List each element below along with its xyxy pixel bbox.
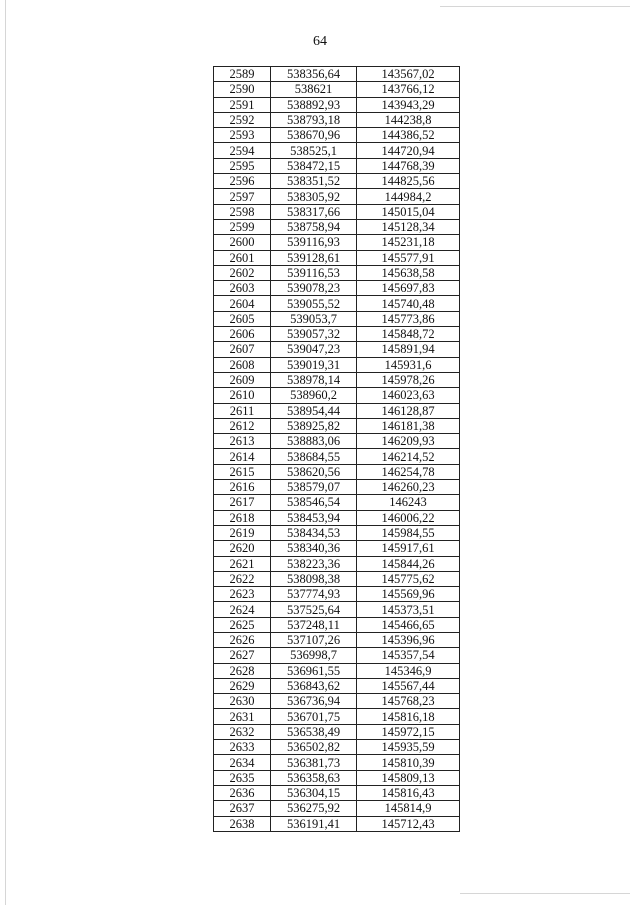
table-row (214, 648, 460, 663)
point-number-cell: 2607 (214, 342, 271, 357)
point-number-cell: 2609 (214, 372, 271, 387)
point-number-cell: 2603 (214, 281, 271, 296)
point-number-cell: 2626 (214, 632, 271, 647)
scan-edge-bottom (460, 893, 630, 894)
point-number-cell: 2602 (214, 265, 271, 280)
table-row (214, 740, 460, 755)
table-row (214, 158, 460, 173)
scan-edge-left (5, 0, 6, 905)
point-number-cell: 2593 (214, 128, 271, 143)
y-coordinate-cell: 144768,39 (357, 158, 460, 173)
table-row (214, 678, 460, 693)
x-coordinate-cell: 536701,75 (271, 709, 357, 724)
table-row (214, 327, 460, 342)
y-coordinate-cell: 143567,02 (357, 67, 460, 82)
point-number-cell: 2627 (214, 648, 271, 663)
y-coordinate-cell: 146181,38 (357, 418, 460, 433)
scan-edge-top (440, 6, 630, 7)
table-row (214, 755, 460, 770)
y-coordinate-cell: 145346,9 (357, 663, 460, 678)
y-coordinate-cell: 145567,44 (357, 678, 460, 693)
table-row (214, 709, 460, 724)
point-number-cell: 2592 (214, 112, 271, 127)
y-coordinate-cell: 145935,59 (357, 740, 460, 755)
y-coordinate-cell: 145768,23 (357, 694, 460, 709)
y-coordinate-cell: 145848,72 (357, 327, 460, 342)
table-row (214, 311, 460, 326)
x-coordinate-cell: 538472,15 (271, 158, 357, 173)
table-row (214, 556, 460, 571)
x-coordinate-cell: 538340,36 (271, 541, 357, 556)
point-number-cell: 2604 (214, 296, 271, 311)
y-coordinate-cell: 145015,04 (357, 204, 460, 219)
point-number-cell: 2635 (214, 770, 271, 785)
table-row (214, 495, 460, 510)
y-coordinate-cell: 145978,26 (357, 372, 460, 387)
table-row (214, 617, 460, 632)
x-coordinate-cell: 536538,49 (271, 724, 357, 739)
x-coordinate-cell: 539047,23 (271, 342, 357, 357)
point-number-cell: 2625 (214, 617, 271, 632)
table-row (214, 219, 460, 234)
y-coordinate-cell: 145697,83 (357, 281, 460, 296)
x-coordinate-cell: 536998,7 (271, 648, 357, 663)
table-row (214, 235, 460, 250)
x-coordinate-cell: 538883,06 (271, 434, 357, 449)
table-row (214, 525, 460, 540)
y-coordinate-cell: 144238,8 (357, 112, 460, 127)
y-coordinate-cell: 145396,96 (357, 632, 460, 647)
y-coordinate-cell: 146023,63 (357, 388, 460, 403)
table-row (214, 663, 460, 678)
point-number-cell: 2608 (214, 357, 271, 372)
x-coordinate-cell: 539055,52 (271, 296, 357, 311)
x-coordinate-cell: 538546,54 (271, 495, 357, 510)
point-number-cell: 2634 (214, 755, 271, 770)
table-row (214, 571, 460, 586)
table-row (214, 174, 460, 189)
point-number-cell: 2630 (214, 694, 271, 709)
x-coordinate-cell: 538305,92 (271, 189, 357, 204)
y-coordinate-cell: 145931,6 (357, 357, 460, 372)
x-coordinate-cell: 538925,82 (271, 418, 357, 433)
x-coordinate-cell: 539019,31 (271, 357, 357, 372)
y-coordinate-cell: 145712,43 (357, 816, 460, 831)
x-coordinate-cell: 538317,66 (271, 204, 357, 219)
point-number-cell: 2612 (214, 418, 271, 433)
point-number-cell: 2610 (214, 388, 271, 403)
x-coordinate-cell: 538892,93 (271, 97, 357, 112)
point-number-cell: 2631 (214, 709, 271, 724)
y-coordinate-cell: 146214,52 (357, 449, 460, 464)
point-number-cell: 2601 (214, 250, 271, 265)
table-row (214, 82, 460, 97)
y-coordinate-cell: 145775,62 (357, 571, 460, 586)
x-coordinate-cell: 538793,18 (271, 112, 357, 127)
y-coordinate-cell: 146209,93 (357, 434, 460, 449)
x-coordinate-cell: 536736,94 (271, 694, 357, 709)
point-number-cell: 2633 (214, 740, 271, 755)
table-row (214, 464, 460, 479)
point-number-cell: 2598 (214, 204, 271, 219)
y-coordinate-cell: 145638,58 (357, 265, 460, 280)
point-number-cell: 2605 (214, 311, 271, 326)
table-row (214, 449, 460, 464)
table-row (214, 403, 460, 418)
point-number-cell: 2600 (214, 235, 271, 250)
y-coordinate-cell: 145814,9 (357, 801, 460, 816)
y-coordinate-cell: 145816,18 (357, 709, 460, 724)
point-number-cell: 2632 (214, 724, 271, 739)
table-row (214, 388, 460, 403)
x-coordinate-cell: 536843,62 (271, 678, 357, 693)
point-number-cell: 2590 (214, 82, 271, 97)
table-row (214, 418, 460, 433)
x-coordinate-cell: 536191,41 (271, 816, 357, 831)
table-row (214, 265, 460, 280)
point-number-cell: 2597 (214, 189, 271, 204)
table-row (214, 204, 460, 219)
point-number-cell: 2596 (214, 174, 271, 189)
y-coordinate-cell: 145569,96 (357, 587, 460, 602)
point-number-cell: 2638 (214, 816, 271, 831)
x-coordinate-cell: 538579,07 (271, 480, 357, 495)
y-coordinate-cell: 145816,43 (357, 785, 460, 800)
x-coordinate-cell: 538758,94 (271, 219, 357, 234)
point-number-cell: 2617 (214, 495, 271, 510)
x-coordinate-cell: 536304,15 (271, 785, 357, 800)
y-coordinate-cell: 145466,65 (357, 617, 460, 632)
x-coordinate-cell: 536358,63 (271, 770, 357, 785)
x-coordinate-cell: 538356,64 (271, 67, 357, 82)
x-coordinate-cell: 539128,61 (271, 250, 357, 265)
x-coordinate-cell: 538670,96 (271, 128, 357, 143)
y-coordinate-cell: 146254,78 (357, 464, 460, 479)
point-number-cell: 2623 (214, 587, 271, 602)
x-coordinate-cell: 538453,94 (271, 510, 357, 525)
coordinates-table (213, 66, 460, 832)
table-row (214, 510, 460, 525)
table-row (214, 67, 460, 82)
table-row (214, 816, 460, 831)
table-row (214, 250, 460, 265)
x-coordinate-cell: 537525,64 (271, 602, 357, 617)
point-number-cell: 2619 (214, 525, 271, 540)
table-row (214, 189, 460, 204)
point-number-cell: 2606 (214, 327, 271, 342)
y-coordinate-cell: 145773,86 (357, 311, 460, 326)
point-number-cell: 2614 (214, 449, 271, 464)
y-coordinate-cell: 144825,56 (357, 174, 460, 189)
x-coordinate-cell: 539116,93 (271, 235, 357, 250)
table-row (214, 434, 460, 449)
point-number-cell: 2616 (214, 480, 271, 495)
y-coordinate-cell: 146260,23 (357, 480, 460, 495)
table-row (214, 632, 460, 647)
table-row (214, 480, 460, 495)
x-coordinate-cell: 539116,53 (271, 265, 357, 280)
table-row (214, 801, 460, 816)
x-coordinate-cell: 538960,2 (271, 388, 357, 403)
x-coordinate-cell: 538684,55 (271, 449, 357, 464)
x-coordinate-cell: 538098,38 (271, 571, 357, 586)
coordinates-table-body (214, 67, 460, 832)
y-coordinate-cell: 145972,15 (357, 724, 460, 739)
point-number-cell: 2589 (214, 67, 271, 82)
table-row (214, 112, 460, 127)
table-row (214, 372, 460, 387)
point-number-cell: 2594 (214, 143, 271, 158)
y-coordinate-cell: 145891,94 (357, 342, 460, 357)
x-coordinate-cell: 537107,26 (271, 632, 357, 647)
table-row (214, 587, 460, 602)
y-coordinate-cell: 146006,22 (357, 510, 460, 525)
y-coordinate-cell: 145231,18 (357, 235, 460, 250)
x-coordinate-cell: 536502,82 (271, 740, 357, 755)
point-number-cell: 2618 (214, 510, 271, 525)
table-row (214, 724, 460, 739)
x-coordinate-cell: 538434,53 (271, 525, 357, 540)
table-row (214, 128, 460, 143)
x-coordinate-cell: 536961,55 (271, 663, 357, 678)
y-coordinate-cell: 145357,54 (357, 648, 460, 663)
point-number-cell: 2624 (214, 602, 271, 617)
y-coordinate-cell: 145373,51 (357, 602, 460, 617)
x-coordinate-cell: 539057,32 (271, 327, 357, 342)
table-row (214, 694, 460, 709)
x-coordinate-cell: 538223,36 (271, 556, 357, 571)
point-number-cell: 2611 (214, 403, 271, 418)
point-number-cell: 2622 (214, 571, 271, 586)
x-coordinate-cell: 537774,93 (271, 587, 357, 602)
x-coordinate-cell: 539078,23 (271, 281, 357, 296)
point-number-cell: 2591 (214, 97, 271, 112)
table-row (214, 342, 460, 357)
y-coordinate-cell: 143766,12 (357, 82, 460, 97)
y-coordinate-cell: 146243 (357, 495, 460, 510)
y-coordinate-cell: 144984,2 (357, 189, 460, 204)
x-coordinate-cell: 536381,73 (271, 755, 357, 770)
x-coordinate-cell: 538620,56 (271, 464, 357, 479)
point-number-cell: 2636 (214, 785, 271, 800)
point-number-cell: 2595 (214, 158, 271, 173)
y-coordinate-cell: 143943,29 (357, 97, 460, 112)
y-coordinate-cell: 145844,26 (357, 556, 460, 571)
table-row (214, 770, 460, 785)
point-number-cell: 2615 (214, 464, 271, 479)
table-row (214, 296, 460, 311)
x-coordinate-cell: 536275,92 (271, 801, 357, 816)
point-number-cell: 2620 (214, 541, 271, 556)
y-coordinate-cell: 145577,91 (357, 250, 460, 265)
x-coordinate-cell: 538978,14 (271, 372, 357, 387)
y-coordinate-cell: 145809,13 (357, 770, 460, 785)
point-number-cell: 2637 (214, 801, 271, 816)
y-coordinate-cell: 144720,94 (357, 143, 460, 158)
page-number: 64 (313, 34, 327, 49)
point-number-cell: 2621 (214, 556, 271, 571)
x-coordinate-cell: 538621 (271, 82, 357, 97)
x-coordinate-cell: 539053,7 (271, 311, 357, 326)
y-coordinate-cell: 146128,87 (357, 403, 460, 418)
point-number-cell: 2628 (214, 663, 271, 678)
y-coordinate-cell: 145917,61 (357, 541, 460, 556)
y-coordinate-cell: 145984,55 (357, 525, 460, 540)
y-coordinate-cell: 145128,34 (357, 219, 460, 234)
y-coordinate-cell: 145810,39 (357, 755, 460, 770)
table-row (214, 785, 460, 800)
point-number-cell: 2613 (214, 434, 271, 449)
y-coordinate-cell: 144386,52 (357, 128, 460, 143)
x-coordinate-cell: 538351,52 (271, 174, 357, 189)
table-row (214, 357, 460, 372)
table-row (214, 281, 460, 296)
x-coordinate-cell: 537248,11 (271, 617, 357, 632)
x-coordinate-cell: 538525,1 (271, 143, 357, 158)
table-row (214, 97, 460, 112)
point-number-cell: 2629 (214, 678, 271, 693)
table-row (214, 541, 460, 556)
table-row (214, 143, 460, 158)
table-row (214, 602, 460, 617)
point-number-cell: 2599 (214, 219, 271, 234)
y-coordinate-cell: 145740,48 (357, 296, 460, 311)
x-coordinate-cell: 538954,44 (271, 403, 357, 418)
